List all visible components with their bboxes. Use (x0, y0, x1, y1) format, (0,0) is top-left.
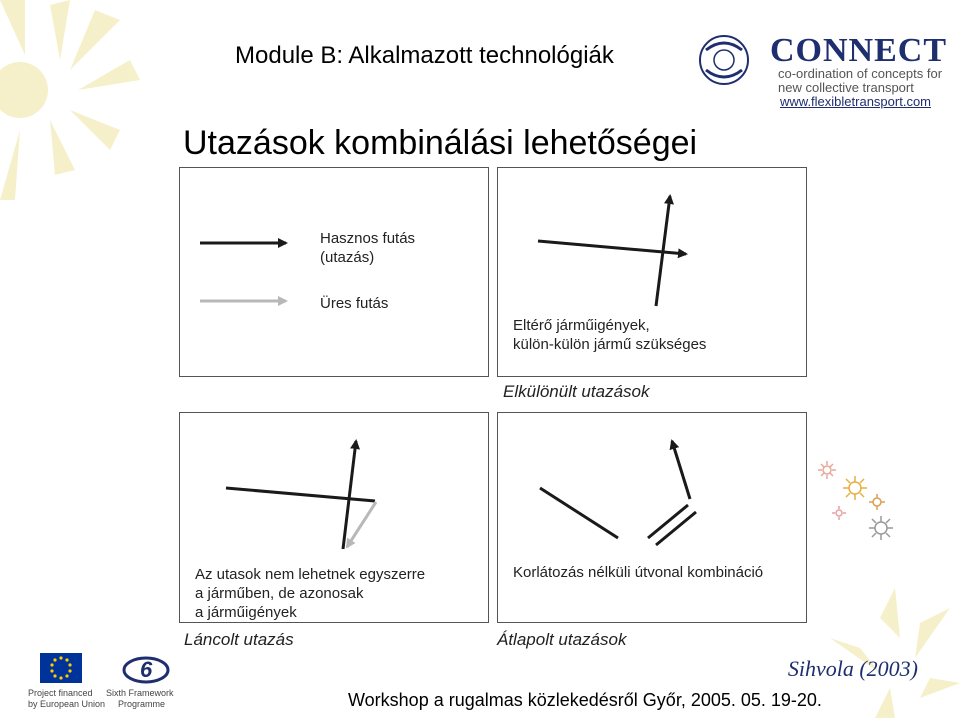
overlapped-trips-note: Korlátozás nélküli útvonal kombináció (513, 564, 764, 581)
sunburst-decoration (0, 0, 180, 210)
separate-trips-note-1: Eltérő járműigények, (513, 317, 650, 334)
module-title: Module B: Alkalmazott technológiák (235, 42, 614, 69)
footer-text: Workshop a rugalmas közlekedésről Győr, 2005. 05. 19-20. (348, 690, 822, 710)
chained-trip-panel (179, 412, 489, 623)
separate-trips-panel (497, 167, 807, 377)
small-suns-decoration (815, 458, 905, 548)
legend-loaded-label: Hasznos futás (320, 230, 416, 247)
eu-caption-line-2: by European Union (28, 699, 106, 709)
eu-caption-line-1: Project financed (28, 688, 93, 698)
separate-trips-caption: Elkülönült utazások (503, 382, 650, 401)
brand-tagline-line-1: co-ordination of concepts for (778, 66, 943, 81)
chained-trip-caption: Láncolt utazás (184, 630, 294, 649)
legend-empty-label: Üres futás (320, 295, 389, 312)
chained-trip-note-3: a járműigények (195, 604, 297, 621)
sunburst-decoration-bottom (800, 578, 960, 718)
connect-seal-logo (696, 32, 752, 88)
legend-panel (179, 167, 489, 377)
separate-trips-note-2: külön-külön jármű szükséges (513, 336, 707, 353)
brand-tagline-line-2: new collective transport (778, 80, 914, 95)
overlapped-trips-arrows (498, 413, 806, 622)
chained-trip-note-1: Az utasok nem lehetnek egyszerre (195, 566, 426, 583)
fp6-caption-line-1: Sixth Framework (106, 688, 174, 698)
source-credit: Sihvola (2003) (787, 656, 918, 681)
chained-trip-note-2: a járműben, de azonosak (195, 585, 364, 602)
connect-brand-logo: CONNECT (770, 32, 948, 69)
empty-run-arrow (180, 168, 480, 368)
overlapped-trips-panel (497, 412, 807, 623)
fp6-mark: 6 (140, 657, 153, 682)
slide-title: Utazások kombinálási lehetőségei (183, 124, 698, 162)
brand-url-link[interactable]: www.flexibletransport.com (780, 94, 931, 109)
fp6-caption-line-2: Programme (118, 699, 166, 709)
legend-loaded-sublabel: (utazás) (320, 249, 375, 266)
eu-flag-logo (40, 653, 82, 683)
overlapped-trips-caption: Átlapolt utazások (497, 630, 627, 649)
